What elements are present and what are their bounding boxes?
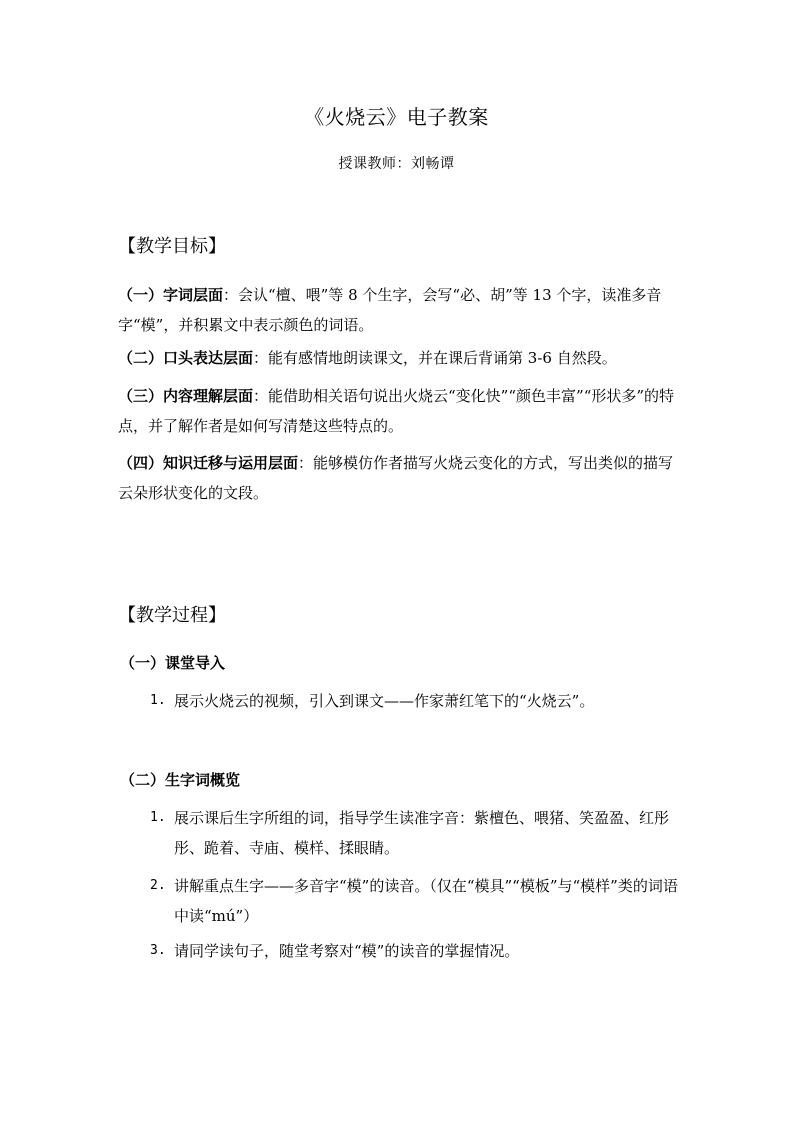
list-item [150,686,678,716]
goal-item-4 [118,448,678,508]
list-number: 2. [150,878,166,893]
goals-heading: 【教学目标】 [118,236,226,257]
list-number: 1. [150,693,166,708]
goal-label: （一）字词层面 [118,286,224,304]
list-item [150,871,678,931]
goal-text: ：能借助相关语句说出火烧云“变化快”“颜色丰富”“形状多”的特点，并了解作者是如何写清楚这些特点的。 [118,387,675,435]
process-heading: 【教学过程】 [118,605,226,626]
process-section-title: （一）课堂导入 [120,654,226,672]
goal-label: （二）口头表达层面 [118,349,254,367]
goal-item-1 [118,280,678,340]
list-text: 讲解重点生字——多音字“模”的读音。（仅在“模具”“模板”与“模样”类的词语中读“mú”） [174,877,678,925]
list-text: 请同学读句子，随堂考察对“模”的读音的掌握情况。 [174,942,520,960]
list-number: 3. [150,943,166,958]
goal-text: ：能有感情地朗读课文，并在课后背诵第 3-6 自然段。 [253,349,617,367]
list-item [150,936,678,966]
list-item [150,803,678,863]
list-text: 展示火烧云的视频，引入到课文——作家萧红笔下的“火烧云”。 [174,692,595,710]
goal-item-2 [118,343,678,373]
list-number: 1. [150,810,166,825]
teacher-line: 授课教师：刘畅谭 [338,156,455,172]
goal-text: ：会认“檀、喂”等 8 个生字，会写“必、胡”等 13 个字，读准多音字“模”，并积累文中表示颜色的词语。 [118,286,662,334]
list-text: 展示课后生字所组的词，指导学生读准字音：紫檀色、喂猪、笑盈盈、红彤彤、跪着、寺庙、模样、揉眼睛。 [174,809,670,857]
goal-item-3 [118,381,678,441]
goal-label: （四）知识迁移与运用层面 [118,454,299,472]
goal-label: （三）内容理解层面 [118,387,254,405]
document-title: 《火烧云》电子教案 [304,105,489,129]
goal-text: ：能够模仿作者描写火烧云变化的方式，写出类似的描写云朵形状变化的文段。 [118,454,674,502]
process-section-title: （二）生字词概览 [120,771,241,789]
